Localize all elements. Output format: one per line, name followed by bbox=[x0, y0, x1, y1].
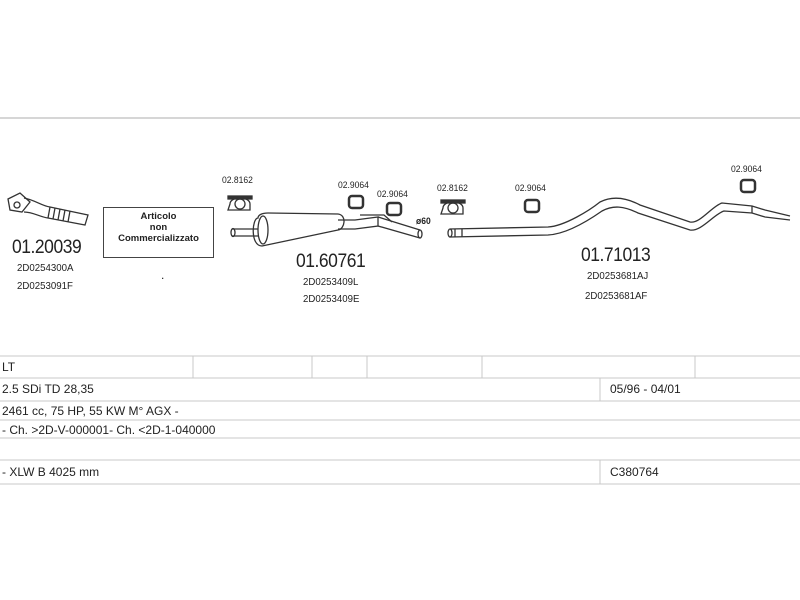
tail-pipe-drawing bbox=[448, 198, 790, 237]
tail-code-2: 2D0253681AF bbox=[585, 290, 648, 302]
clamp-a-icon bbox=[228, 196, 252, 210]
hanger-b-icon bbox=[387, 203, 401, 215]
note-line3: Commercializzato bbox=[118, 233, 199, 244]
years-cell: 05/96 - 04/01 bbox=[610, 382, 681, 396]
pipe1-code-2: 2D0253091F bbox=[17, 280, 73, 292]
engine-cell: 2.5 SDi TD 28,35 bbox=[2, 382, 94, 396]
note-dot: . bbox=[161, 268, 165, 282]
hanger-a-icon bbox=[349, 196, 363, 208]
clamp-b-label[interactable]: 02.8162 bbox=[437, 183, 468, 194]
front-pipe-drawing bbox=[8, 193, 88, 225]
hanger-d-label[interactable]: 02.9064 bbox=[731, 164, 762, 175]
code-cell: C380764 bbox=[610, 465, 659, 479]
not-sold-note bbox=[103, 207, 214, 258]
muffler-drawing bbox=[231, 213, 422, 246]
hanger-c-label[interactable]: 02.9064 bbox=[515, 183, 546, 194]
note-line1: Articolo bbox=[140, 211, 177, 222]
part-number-pipe1[interactable]: 01.20039 bbox=[12, 237, 82, 258]
wheelbase-cell: - XLW B 4025 mm bbox=[2, 465, 100, 479]
tail-code-1: 2D0253681AJ bbox=[587, 270, 649, 282]
clamp-a-label[interactable]: 02.8162 bbox=[222, 175, 253, 186]
diameter-label: ø60 bbox=[416, 216, 431, 227]
note-line2: non bbox=[149, 222, 168, 233]
hanger-a-label[interactable]: 02.9064 bbox=[338, 180, 369, 191]
part-number-tail[interactable]: 01.71013 bbox=[581, 245, 651, 266]
muffler-code-2: 2D0253409E bbox=[303, 293, 360, 305]
clamp-b-icon bbox=[441, 200, 465, 214]
model-cell: LT bbox=[2, 360, 16, 374]
hanger-c-icon bbox=[525, 200, 539, 212]
part-number-muffler[interactable]: 01.60761 bbox=[296, 251, 366, 272]
specs-cell: 2461 cc, 75 HP, 55 KW M° AGX - bbox=[2, 404, 179, 418]
hanger-b-label[interactable]: 02.9064 bbox=[377, 189, 408, 200]
hanger-d-icon bbox=[741, 180, 755, 192]
pipe1-code-1: 2D0254300A bbox=[17, 262, 74, 274]
muffler-code-1: 2D0253409L bbox=[303, 276, 359, 288]
chassis-cell: - Ch. >2D-V-000001- Ch. <2D-1-040000 bbox=[2, 423, 216, 437]
